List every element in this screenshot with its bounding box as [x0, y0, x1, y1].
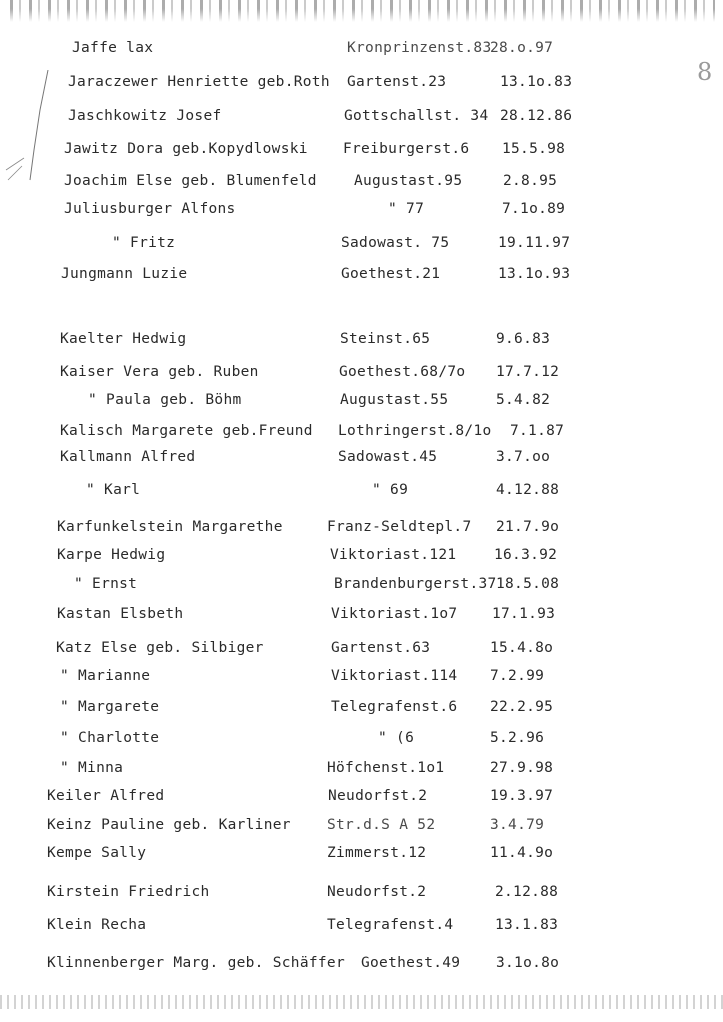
- street-address: Goethest.68/7o: [339, 364, 466, 380]
- list-item: [0, 668, 723, 690]
- bottom-edge-smudge: [0, 995, 723, 1009]
- street-address: Lothringerst.8/1o: [338, 423, 492, 439]
- street-address: " 77: [388, 201, 425, 217]
- street-address: Augustast.55: [340, 392, 449, 408]
- birth-date: 19.11.97: [498, 235, 571, 251]
- person-name: " Karl: [86, 482, 141, 498]
- list-item: [0, 788, 723, 810]
- birth-date: 7.1.87: [510, 423, 565, 439]
- person-name: Keinz Pauline geb. Karliner: [47, 817, 291, 833]
- birth-date: 11.4.9o: [490, 845, 554, 861]
- birth-date: 22.2.95: [490, 699, 554, 715]
- person-name: " Paula geb. Böhm: [88, 392, 242, 408]
- person-name: Kalisch Margarete geb.Freund: [60, 423, 313, 439]
- street-address: Zimmerst.12: [327, 845, 427, 861]
- birth-date: 3.4.79: [490, 817, 545, 833]
- list-item: [0, 266, 723, 288]
- street-address: Goethest.21: [341, 266, 441, 282]
- street-address: Neudorfst.2: [327, 884, 427, 900]
- birth-date: 28.12.86: [500, 108, 573, 124]
- birth-date: 4.12.88: [496, 482, 560, 498]
- person-name: Kaiser Vera geb. Ruben: [60, 364, 259, 380]
- list-item: [0, 730, 723, 752]
- list-item: [0, 392, 723, 414]
- list-item: [0, 364, 723, 386]
- list-item: [0, 201, 723, 223]
- person-name: Karpe Hedwig: [57, 547, 166, 563]
- birth-date: 13.1.83: [495, 917, 559, 933]
- list-item: [0, 760, 723, 782]
- birth-date: 19.3.97: [490, 788, 554, 804]
- birth-date: 13.1o.83: [500, 74, 573, 90]
- street-address: " (6: [378, 730, 415, 746]
- list-item: [0, 845, 723, 867]
- street-address: Viktoriast.114: [331, 668, 458, 684]
- street-address: Sadowast.45: [338, 449, 438, 465]
- birth-date: 2.8.95: [503, 173, 558, 189]
- birth-date: 5.4.82: [496, 392, 551, 408]
- person-name: " Marianne: [60, 668, 151, 684]
- birth-date: 18.5.08: [496, 576, 560, 592]
- top-edge-smudge: [10, 0, 715, 22]
- list-item: [0, 108, 723, 130]
- birth-date: 7.1o.89: [502, 201, 566, 217]
- list-item: [0, 699, 723, 721]
- person-name: " Minna: [60, 760, 124, 776]
- birth-date: 16.3.92: [494, 547, 558, 563]
- street-address: Neudorfst.2: [328, 788, 428, 804]
- birth-date: 21.7.9o: [496, 519, 560, 535]
- street-address: Telegrafenst.6: [331, 699, 458, 715]
- street-address: Franz-Seldtepl.7: [327, 519, 472, 535]
- person-name: Klinnenberger Marg. geb. Schäffer: [47, 955, 345, 971]
- street-address: " 69: [372, 482, 409, 498]
- person-name: Kempe Sally: [47, 845, 147, 861]
- list-item: [0, 519, 723, 541]
- list-item: [0, 917, 723, 939]
- list-item: [0, 141, 723, 163]
- list-item: [0, 640, 723, 662]
- street-address: Gottschallst. 34: [344, 108, 489, 124]
- person-name: Jaraczewer Henriette geb.Roth: [68, 74, 330, 90]
- birth-date: 15.4.8o: [490, 640, 554, 656]
- birth-date: 27.9.98: [490, 760, 554, 776]
- street-address: Viktoriast.1o7: [331, 606, 458, 622]
- person-name: Klein Recha: [47, 917, 147, 933]
- person-name: " Margarete: [60, 699, 160, 715]
- person-name: Kastan Elsbeth: [57, 606, 184, 622]
- person-name: Katz Else geb. Silbiger: [56, 640, 264, 656]
- birth-date: 5.2.96: [490, 730, 545, 746]
- street-address: Augustast.95: [354, 173, 463, 189]
- list-item: [0, 606, 723, 628]
- list-item: [0, 235, 723, 257]
- street-address: Kronprinzenst.83: [347, 40, 492, 56]
- person-name: Jaffe lax: [72, 40, 154, 56]
- list-item: [0, 331, 723, 353]
- street-address: Viktoriast.121: [330, 547, 457, 563]
- list-item: [0, 817, 723, 839]
- list-item: [0, 74, 723, 96]
- birth-date: 28.o.97: [490, 40, 554, 56]
- person-name: Kallmann Alfred: [60, 449, 196, 465]
- street-address: Telegrafenst.4: [327, 917, 454, 933]
- list-item: [0, 884, 723, 906]
- person-name: " Ernst: [74, 576, 138, 592]
- birth-date: 15.5.98: [502, 141, 566, 157]
- street-address: Gartenst.63: [331, 640, 431, 656]
- birth-date: 9.6.83: [496, 331, 551, 347]
- list-item: [0, 173, 723, 195]
- list-item: [0, 449, 723, 471]
- birth-date: 2.12.88: [495, 884, 559, 900]
- birth-date: 13.1o.93: [498, 266, 571, 282]
- list-item: [0, 482, 723, 504]
- person-name: Jaschkowitz Josef: [68, 108, 222, 124]
- person-name: " Charlotte: [60, 730, 160, 746]
- list-item: [0, 955, 723, 977]
- person-name: Jawitz Dora geb.Kopydlowski: [64, 141, 308, 157]
- person-name: Kirstein Friedrich: [47, 884, 210, 900]
- list-item: [0, 547, 723, 569]
- person-name: Joachim Else geb. Blumenfeld: [64, 173, 317, 189]
- birth-date: 3.1o.8o: [496, 955, 560, 971]
- person-name: Jungmann Luzie: [61, 266, 188, 282]
- person-name: Keiler Alfred: [47, 788, 165, 804]
- street-address: Gartenst.23: [347, 74, 447, 90]
- list-item: [0, 576, 723, 598]
- birth-date: 3.7.oo: [496, 449, 551, 465]
- street-address: Freiburgerst.6: [343, 141, 470, 157]
- street-address: Höfchenst.1o1: [327, 760, 445, 776]
- street-address: Brandenburgerst.37: [334, 576, 497, 592]
- person-name: Karfunkelstein Margarethe: [57, 519, 283, 535]
- street-address: Goethest.49: [361, 955, 461, 971]
- list-item: [0, 40, 723, 62]
- person-name: " Fritz: [112, 235, 176, 251]
- street-address: Str.d.S A 52: [327, 817, 436, 833]
- street-address: Sadowast. 75: [341, 235, 450, 251]
- person-name: Kaelter Hedwig: [60, 331, 187, 347]
- birth-date: 17.7.12: [496, 364, 560, 380]
- list-item: [0, 423, 723, 445]
- birth-date: 7.2.99: [490, 668, 545, 684]
- person-name: Juliusburger Alfons: [64, 201, 236, 217]
- birth-date: 17.1.93: [492, 606, 556, 622]
- page-number: 8: [697, 58, 713, 86]
- street-address: Steinst.65: [340, 331, 431, 347]
